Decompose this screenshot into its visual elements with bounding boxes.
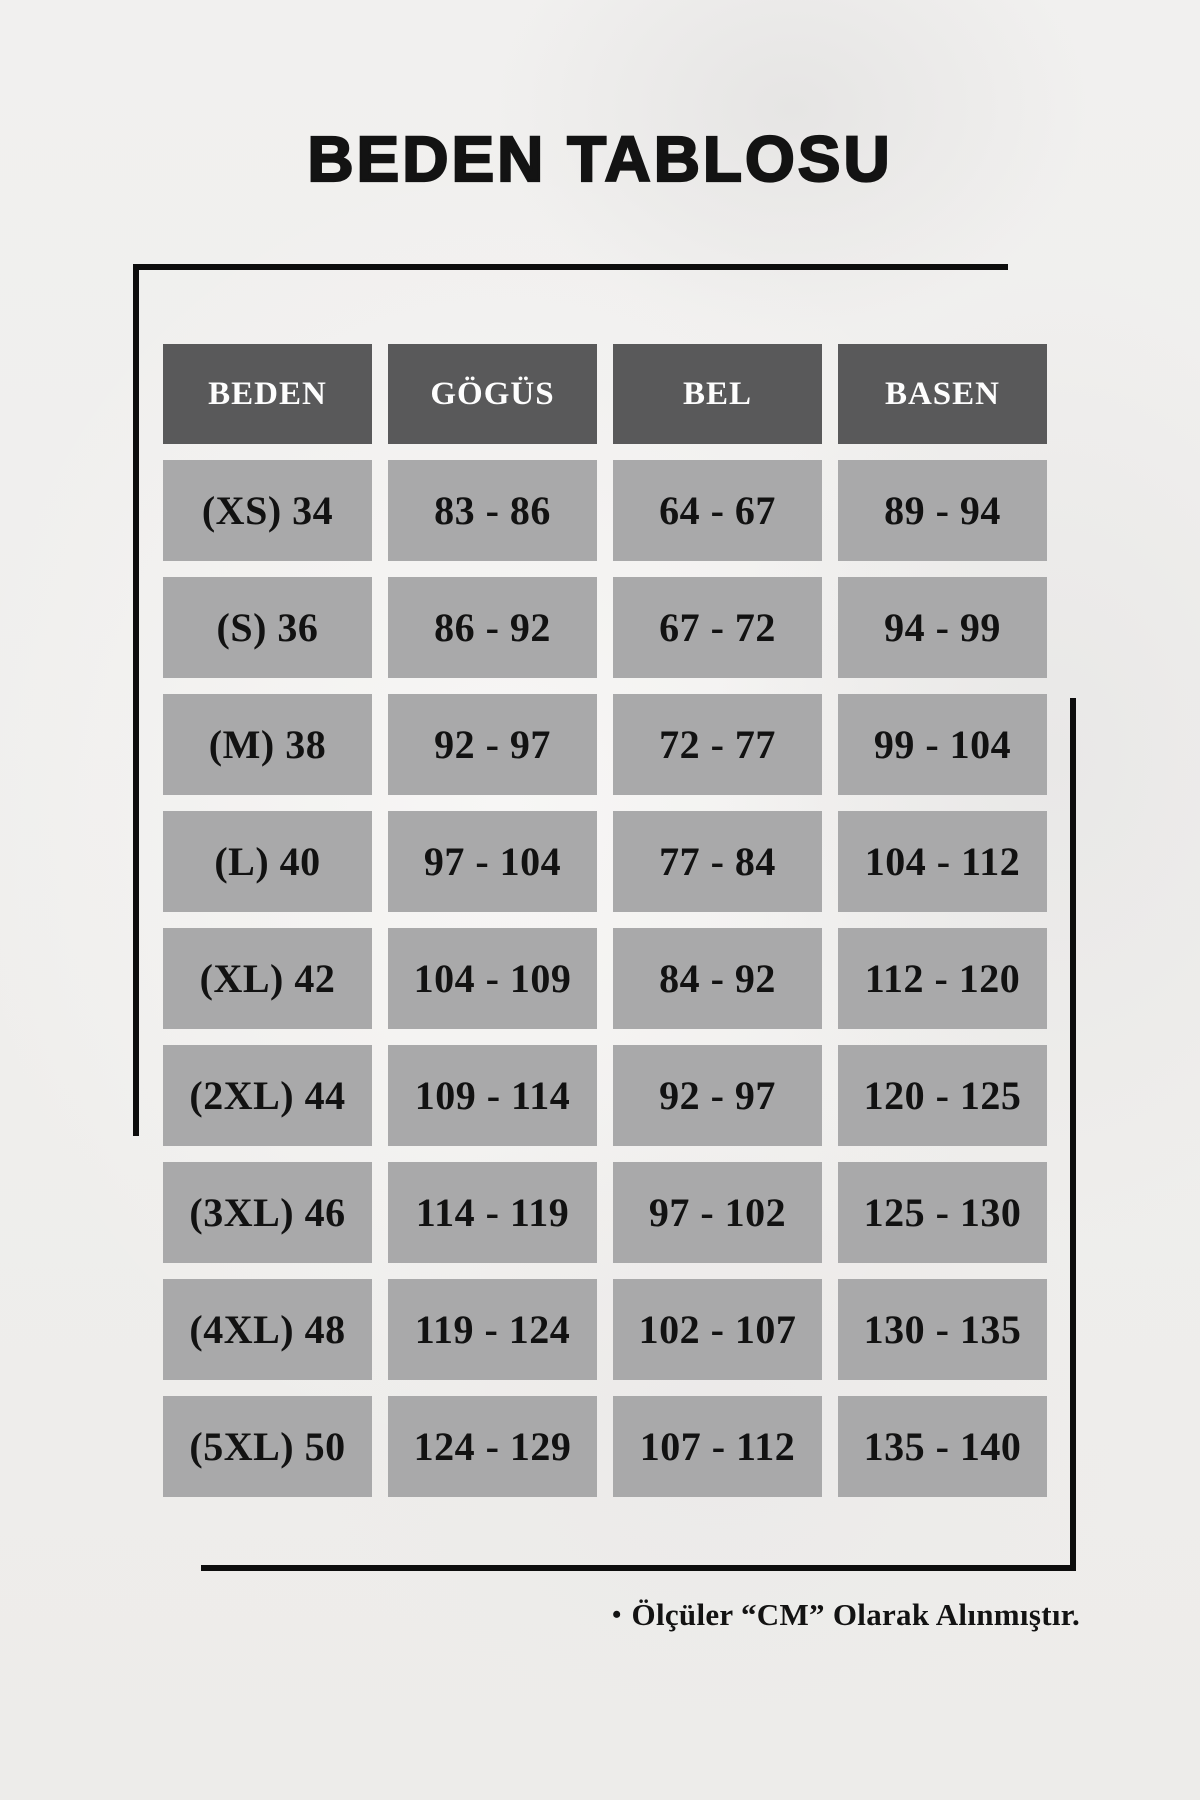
table-cell: 92 - 97 <box>613 1045 822 1146</box>
footnote <box>0 1597 1080 1633</box>
size-table <box>163 344 1047 1497</box>
table-cell: (XL) 42 <box>163 928 372 1029</box>
table-cell: 89 - 94 <box>838 460 1047 561</box>
table-cell: 83 - 86 <box>388 460 597 561</box>
table-cell: (4XL) 48 <box>163 1279 372 1380</box>
table-cell: 104 - 112 <box>838 811 1047 912</box>
table-cell: 107 - 112 <box>613 1396 822 1497</box>
col-header-beden: BEDEN <box>163 344 372 444</box>
table-cell: (S) 36 <box>163 577 372 678</box>
frame-line-bottom <box>201 1565 1076 1571</box>
frame-line-top <box>133 264 1008 270</box>
frame-line-right <box>1070 698 1076 1571</box>
table-cell: 99 - 104 <box>838 694 1047 795</box>
table-cell: (3XL) 46 <box>163 1162 372 1263</box>
table-cell: 92 - 97 <box>388 694 597 795</box>
table-cell: (5XL) 50 <box>163 1396 372 1497</box>
table-cell: 67 - 72 <box>613 577 822 678</box>
table-cell: 97 - 102 <box>613 1162 822 1263</box>
table-cell: 114 - 119 <box>388 1162 597 1263</box>
table-cell: 130 - 135 <box>838 1279 1047 1380</box>
table-cell: (2XL) 44 <box>163 1045 372 1146</box>
table-cell: 112 - 120 <box>838 928 1047 1029</box>
table-cell: 124 - 129 <box>388 1396 597 1497</box>
table-cell: 104 - 109 <box>388 928 597 1029</box>
frame-line-left <box>133 264 139 1136</box>
table-cell: 109 - 114 <box>388 1045 597 1146</box>
table-cell: 72 - 77 <box>613 694 822 795</box>
col-header-bel: BEL <box>613 344 822 444</box>
table-cell: 77 - 84 <box>613 811 822 912</box>
table-cell: 119 - 124 <box>388 1279 597 1380</box>
footnote-text: Ölçüler “CM” Olarak Alınmıştır. <box>631 1597 1080 1632</box>
table-cell: 135 - 140 <box>838 1396 1047 1497</box>
table-cell: (M) 38 <box>163 694 372 795</box>
table-cell: 97 - 104 <box>388 811 597 912</box>
table-cell: 94 - 99 <box>838 577 1047 678</box>
table-cell: 125 - 130 <box>838 1162 1047 1263</box>
table-cell: 102 - 107 <box>613 1279 822 1380</box>
footnote-bullet-icon: • <box>612 1600 622 1629</box>
table-cell: (L) 40 <box>163 811 372 912</box>
col-header-basen: BASEN <box>838 344 1047 444</box>
table-cell: (XS) 34 <box>163 460 372 561</box>
table-cell: 64 - 67 <box>613 460 822 561</box>
page-title: BEDEN TABLOSU <box>307 123 893 195</box>
table-cell: 120 - 125 <box>838 1045 1047 1146</box>
table-cell: 86 - 92 <box>388 577 597 678</box>
col-header-gogus: GÖGÜS <box>388 344 597 444</box>
table-cell: 84 - 92 <box>613 928 822 1029</box>
